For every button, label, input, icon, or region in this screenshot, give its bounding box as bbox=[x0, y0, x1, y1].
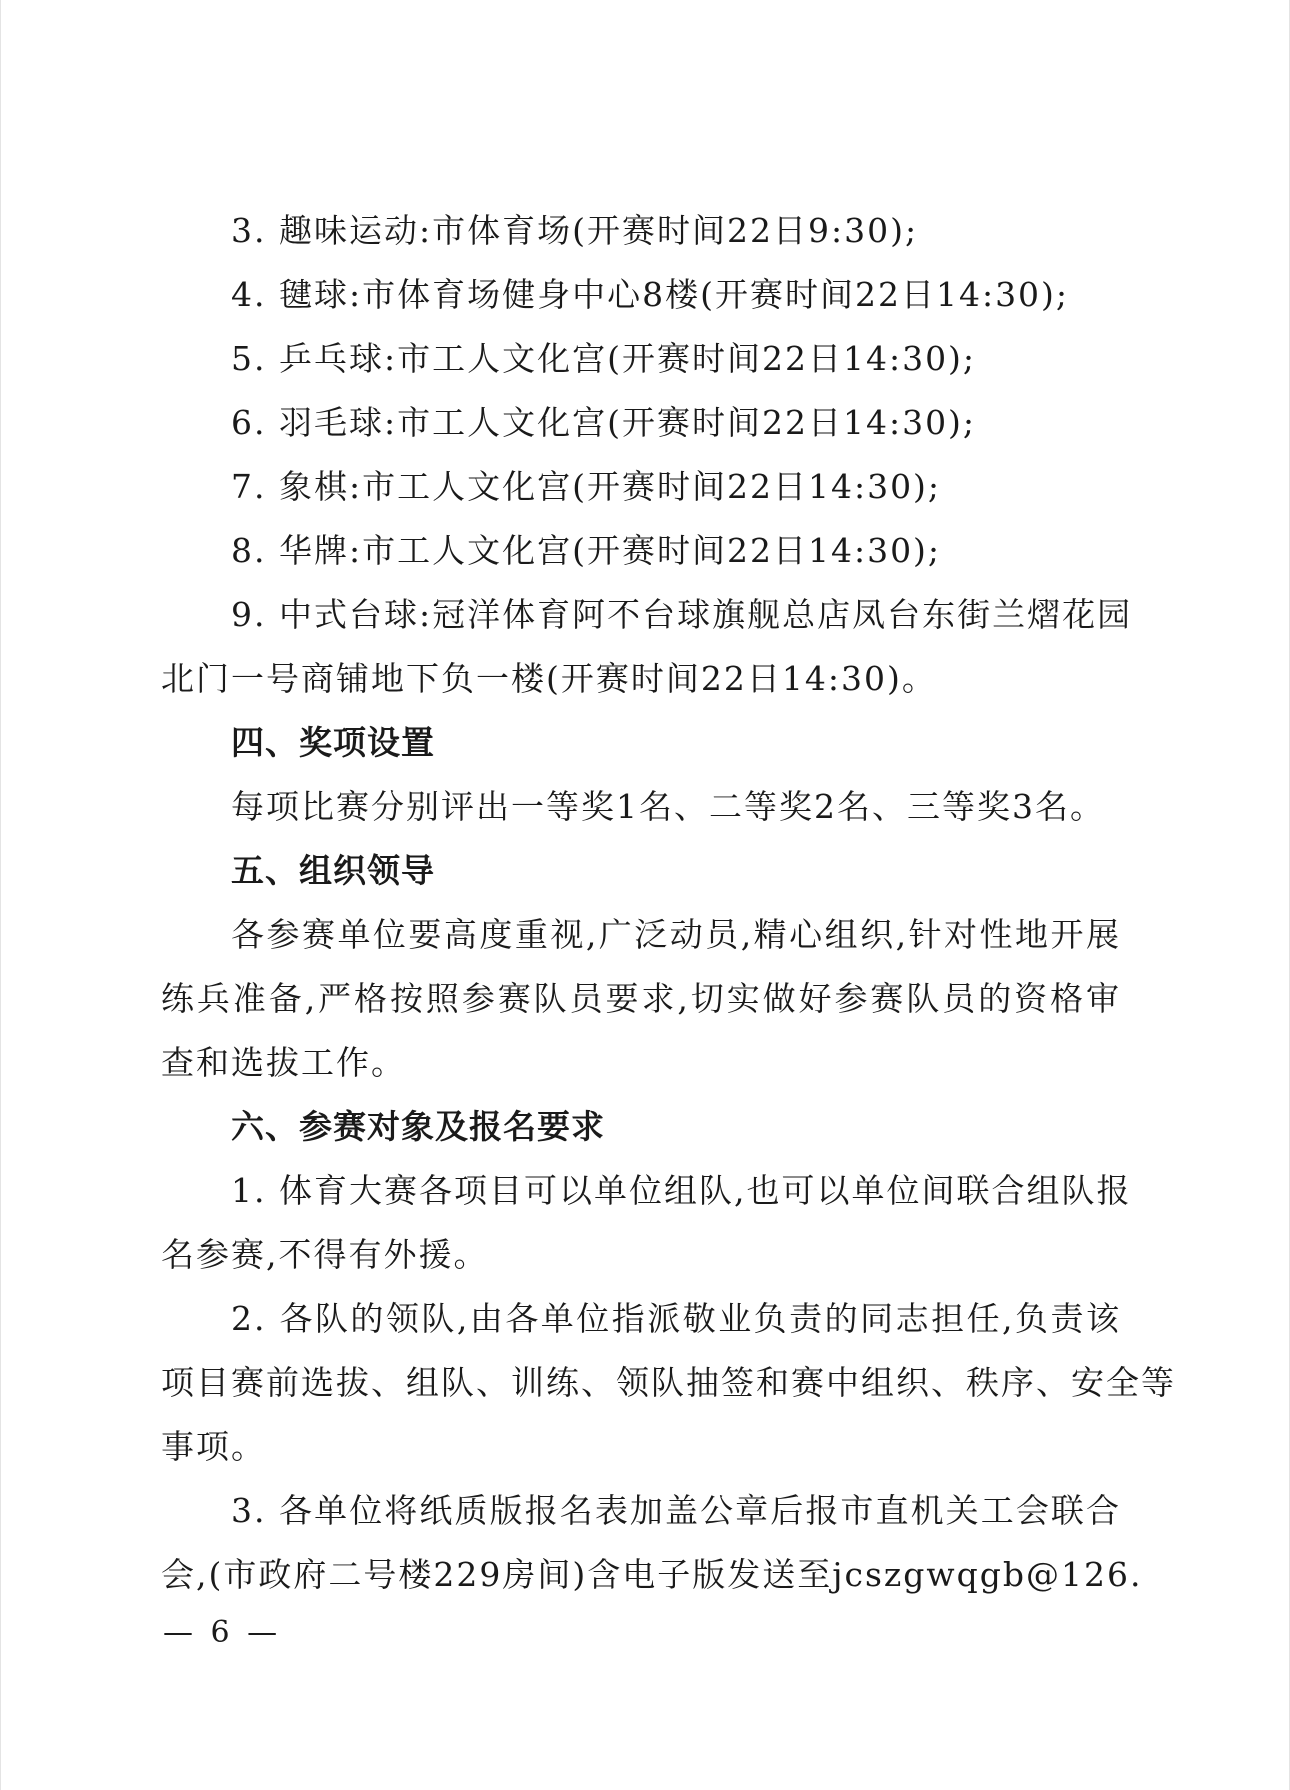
item-9-billiards: 9. 中式台球:冠洋体育阿不台球旗舰总店凤台东街兰熠花园 bbox=[231, 595, 1133, 634]
section-6-heading: 六、参赛对象及报名要求 bbox=[231, 1107, 605, 1146]
section-5-paragraph-line-3: 查和选拔工作。 bbox=[161, 1043, 406, 1082]
section-6-item-3-line-2: 会,(市政府二号楼229房间)含电子版发送至jcszgwqgb@126. bbox=[161, 1555, 1143, 1594]
page-number: — 6 — bbox=[163, 1615, 282, 1650]
item-5-table-tennis: 5. 乒乓球:市工人文化宫(开赛时间22日14:30); bbox=[231, 339, 977, 378]
section-6-item-2-line-1: 2. 各队的领队,由各单位指派敬业负责的同志担任,负责该 bbox=[231, 1299, 1121, 1338]
section-4-heading: 四、奖项设置 bbox=[231, 723, 435, 762]
section-4-paragraph: 每项比赛分别评出一等奖1名、二等奖2名、三等奖3名。 bbox=[231, 787, 1105, 826]
item-8-card-game: 8. 华牌:市工人文化宫(开赛时间22日14:30); bbox=[231, 531, 942, 570]
section-5-heading: 五、组织领导 bbox=[231, 851, 435, 890]
section-6-item-1-line-1: 1. 体育大赛各项目可以单位组队,也可以单位间联合组队报 bbox=[231, 1171, 1132, 1210]
section-6-item-2-line-3: 事项。 bbox=[161, 1427, 266, 1466]
section-5-paragraph-line-1: 各参赛单位要高度重视,广泛动员,精心组织,针对性地开展 bbox=[231, 915, 1121, 954]
section-6-item-3-line-1: 3. 各单位将纸质版报名表加盖公章后报市直机关工会联合 bbox=[231, 1491, 1121, 1530]
section-5-paragraph-line-2: 练兵准备,严格按照参赛队员要求,切实做好参赛队员的资格审 bbox=[161, 979, 1121, 1018]
section-6-item-2-line-2: 项目赛前选拔、组队、训练、领队抽签和赛中组织、秩序、安全等 bbox=[161, 1363, 1176, 1402]
item-7-chess: 7. 象棋:市工人文化宫(开赛时间22日14:30); bbox=[231, 467, 942, 506]
section-6-item-1-line-2: 名参赛,不得有外援。 bbox=[161, 1235, 489, 1274]
item-6-badminton: 6. 羽毛球:市工人文化宫(开赛时间22日14:30); bbox=[231, 403, 977, 442]
item-9-billiards-cont: 北门一号商铺地下负一楼(开赛时间22日14:30)。 bbox=[161, 659, 937, 698]
item-4-shuttlecock: 4. 毽球:市体育场健身中心8楼(开赛时间22日14:30); bbox=[231, 275, 1070, 314]
item-3-fun-sports: 3. 趣味运动:市体育场(开赛时间22日9:30); bbox=[231, 211, 919, 250]
